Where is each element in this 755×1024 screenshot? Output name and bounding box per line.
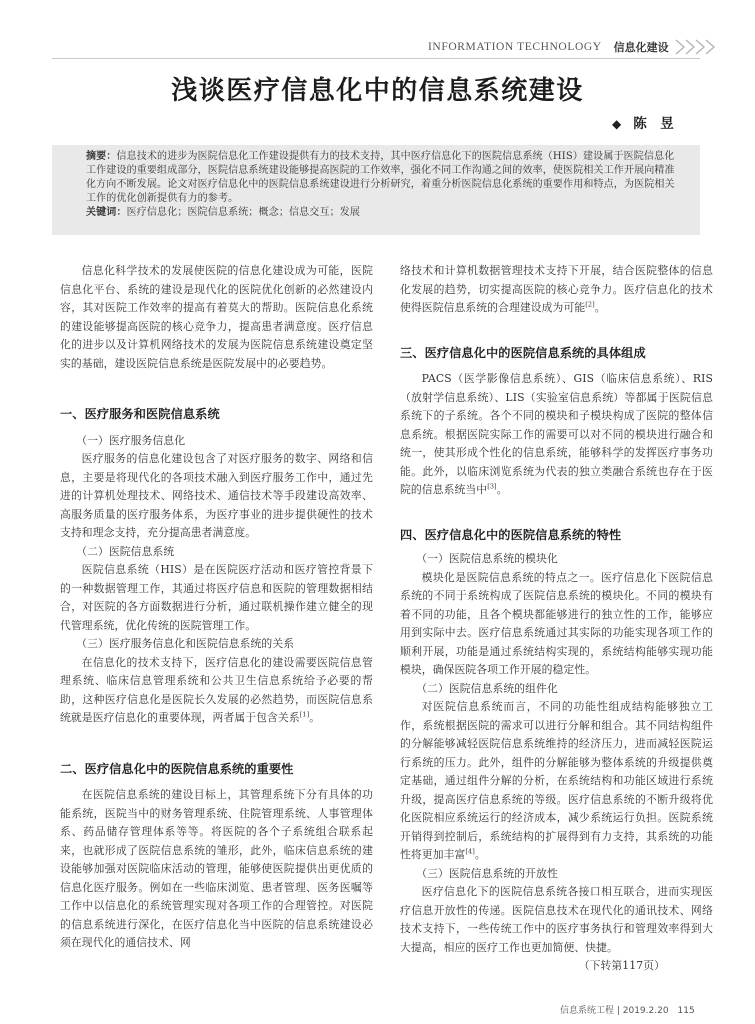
citation-1: [1] bbox=[299, 710, 310, 719]
section-2-heading: 二、医疗信息化中的医院信息系统的重要性 bbox=[60, 761, 294, 776]
section-1-3-paragraph bbox=[60, 654, 373, 728]
article-title: 浅谈医疗信息化中的信息系统建设 bbox=[171, 76, 584, 106]
section-1-1-paragraph: 医疗服务的信息化建设包含了对医疗服务的数字、网络和信息，主要是将现代化的各项技术融入到医疗服务工作中，通过先进的计算机处理技术、网络技术、通信技术等手段建设高效率、高服务质量的医疗服务体系，为医疗事业的进步提供硬性的技术支持和理念支持，充分提高患者满意度。 bbox=[60, 452, 373, 539]
section-4-2-text: 对医院信息系统而言，不同的功能性组成结构能够独立工作，系统根据医院的需求可以进行分解和组合。其不同结构组件的分解能够减轻医院信息系统维持的经济压力，进而减轻医院运行系统的压力。此外，组件的分解能够为整体系统的升级提供奠定基础，通过组件分解的分析，在系统结构和功能区域进行系统升级，提高医疗信息系统的等级。医疗信息系统的不断升级将优化医院相应系统运行的经济成本，减少系统运行负担。医院系统开销得到控制后，系统结构的扩展得到有力支持，其系统的功能性将更加丰富 bbox=[400, 700, 713, 861]
double-chevron-right-icon bbox=[674, 38, 728, 56]
section-4-2-end: 。 bbox=[474, 848, 486, 861]
running-head bbox=[428, 38, 728, 56]
citation-2: [2] bbox=[585, 300, 595, 309]
continued-end: 。 bbox=[594, 301, 606, 314]
section-1-2-paragraph: 医院信息系统（HIS）是在医院医疗活动和医疗管控背景下的一种数据管理工作，其通过将医疗信息和医院的管理数据相结合，对医院的各方面数据进行分析，通过联机操作建立健全的现代管理系统，优化传统的医院管理工作。 bbox=[60, 563, 373, 632]
continued-text: 络技术和计算机数据管理技术支持下开展，结合医院整体的信息化发展的趋势，切实提高医院的核心竞争力。医疗信息化的技术使得医院信息系统的合理建设成为可能 bbox=[400, 264, 713, 314]
section-3-paragraph bbox=[400, 370, 713, 500]
keywords-label: 关键词： bbox=[86, 207, 127, 218]
section-2-paragraph: 在医院信息系统的建设目标上，其管理系统下分有具体的功能系统，医院当中的财务管理系统、住院管理系统、人事管理体系、药品储存管理体系等等。将医院的各个子系统组合联系起来，也就形成了医院信息系统的雏形，此外，临床信息系统的建设能够加强对医院临床活动的管理，能够使医院提供出更优质的信息化医疗服务。例如在一些临床浏览、患者管理、医务医嘱等工作中以信息化的系统管理实现对各项工作的合理管控。对医院的信息系统进行深化，在医疗信息化当中医院的信息系统建设必须在现代化的通信技术、网 bbox=[60, 788, 373, 949]
section-1-3-end: 。 bbox=[309, 711, 321, 724]
section-3-heading: 三、医疗信息化中的医院信息系统的具体组成 bbox=[400, 345, 646, 360]
section-1-2-heading: （二）医院信息系统 bbox=[76, 544, 175, 558]
running-head-chinese: 信息化建设 bbox=[613, 41, 669, 54]
keywords bbox=[86, 206, 680, 220]
citation-4: [4] bbox=[465, 847, 475, 856]
abstract-label: 摘要： bbox=[86, 151, 117, 162]
section-4-1-paragraph: 模块化是医院信息系统的特点之一。医疗信息化下医院信息系统的不同于系统构成了医院信息系统的模块化。不同的模块有着不同的功能，且各个模块都能够进行的独立性的工作，能够应用到实际中去。医疗信息系统通过其实际的功能实现各项工作的顺利开展，功能是通过系统结构实现的，系统结构能够实现功能模块，确保医院各项工作开展的稳定性。 bbox=[400, 570, 713, 676]
header-divider bbox=[52, 58, 700, 59]
page-footer: 信息系统工程 | 2019.2.20 115 bbox=[560, 1006, 695, 1016]
section-3-end: 。 bbox=[496, 483, 508, 496]
keywords-text: 医疗信息化；医院信息系统；概念；信息交互；发展 bbox=[126, 207, 361, 218]
continued-on-page: （下转第117页） bbox=[578, 959, 665, 972]
section-1-3-heading: （三）医疗服务信息化和医院信息系统的关系 bbox=[76, 637, 295, 650]
section-4-3-heading: （三）医院信息系统的开放性 bbox=[416, 866, 558, 880]
left-column bbox=[60, 262, 373, 953]
continued-paragraph bbox=[400, 262, 713, 318]
section-4-2-paragraph bbox=[400, 698, 713, 865]
intro-paragraph: 信息化科学技术的发展使医院的信息化建设成为可能，医院信息化平台、系统的建设是现代化的医院优化创新的必然建设内容，其对医院工作效率的提高有着莫大的帮助。医院信息化系统的建设能够提高医院的核心竞争力，提高患者满意度。医疗信息化的进步以及计算机网络技术的发展为医院信息系统建设奠定坚实的基础，建设医院信息系统是医院发展中的必要趋势。 bbox=[60, 264, 373, 370]
abstract-box bbox=[52, 145, 700, 235]
section-4-heading: 四、医疗信息化中的医院信息系统的特性 bbox=[400, 527, 622, 542]
section-3-text: PACS（医学影像信息系统）、GIS（临床信息系统）、RIS（放射学信息系统）、LIS（实验室信息系统）等都属于医院信息系统下的子系统。各个不同的模块和子模块构成了医院的整体信息系统。根据医院实际工作的需要可以对不同的模块进行融合和统一，使其形成个性化的信息系统，能够科学的发挥医疗事务功能。此外，以临床浏览系统为代表的独立类融合系统也存在于医院的信息系统当中 bbox=[400, 372, 713, 496]
running-head-english: INFORMATION TECHNOLOGY bbox=[428, 41, 602, 53]
abstract bbox=[86, 150, 680, 206]
section-4-2-heading: （二）医院信息系统的组件化 bbox=[416, 681, 558, 695]
diamond-bullet-icon: ◆ bbox=[612, 117, 622, 131]
section-1-3-text: 在信息化的技术支持下，医疗信息化的建设需要医院信息管理系统、临床信息管理系统和公共卫生信息系统给予必要的帮助，这种医疗信息化是医院长久发展的必然趋势，而医院信息系统就是医疗信息化的重要体现，两者属于包含关系 bbox=[60, 655, 373, 724]
citation-3: [3] bbox=[487, 482, 497, 491]
section-4-1-heading: （一）医院信息系统的模块化 bbox=[416, 552, 558, 565]
author-line bbox=[612, 112, 674, 132]
abstract-text: 信息技术的进步为医院信息化工作建设提供有力的技术支持，其中医疗信息化下的医院信息系统（HIS）建设属于医院信息化工作建设的重要组成部分，医院信息系统建设能够提高医院的工作效率，强化不同工作沟通之间的效率，使医院相关工作开展向精准化方向不断发展。论文对医疗信息化中的医院信息系统建设进行分析研究，着重分析医院信息化系统的重要作用和特点，为医院相关工作的优化创新提供有力的参考。 bbox=[86, 151, 675, 204]
right-column bbox=[400, 262, 713, 976]
section-4-3-paragraph: 医疗信息化下的医院信息系统各接口相互联合，进而实现医疗信息开放性的传递。医院信息技术在现代化的通讯技术、网络技术支持下，一些传统工作中的医疗事务执行和管理效率得到大大提高，相应的医疗工作也更加简便、快捷。 bbox=[400, 885, 713, 954]
author-name: 陈 昱 bbox=[633, 116, 674, 132]
section-1-heading: 一、医疗服务和医院信息系统 bbox=[60, 407, 220, 421]
section-1-1-heading: （一）医疗服务信息化 bbox=[76, 433, 186, 447]
